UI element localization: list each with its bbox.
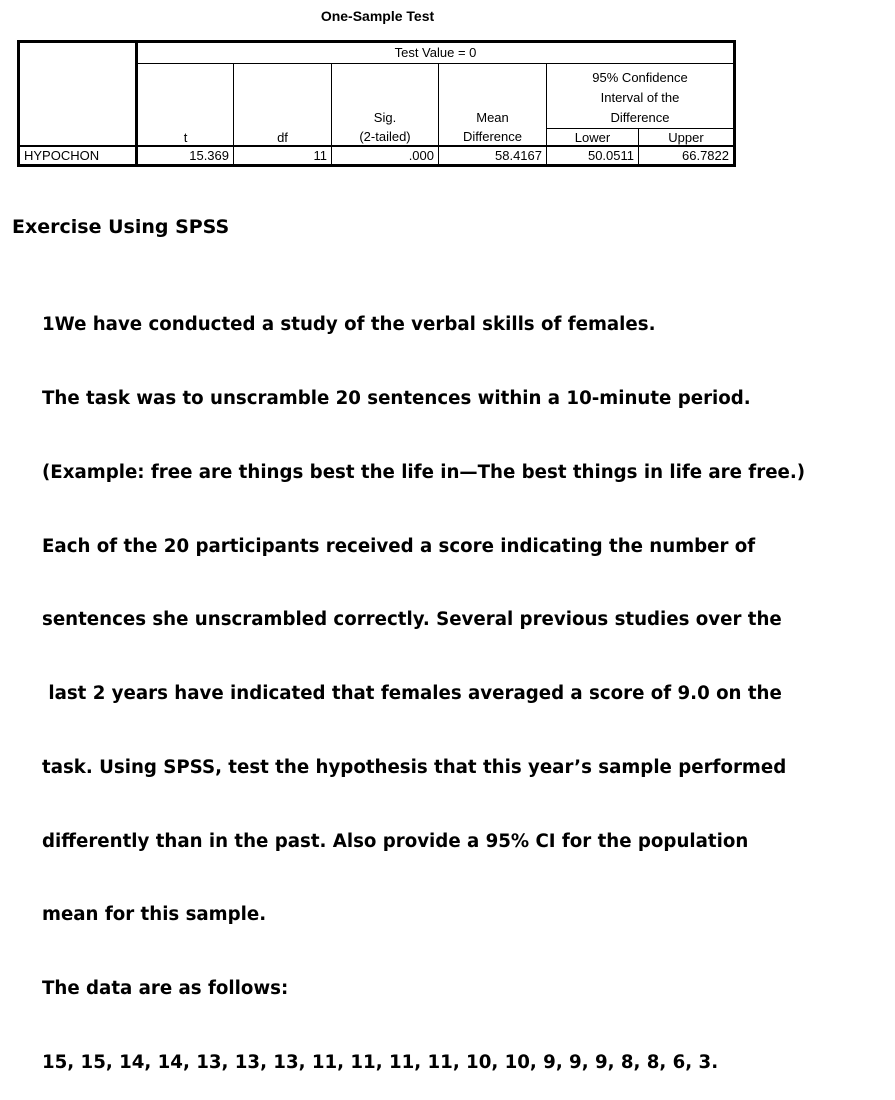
mean-header-line2: Difference [462,129,522,144]
one-sample-test-table [17,40,736,167]
exercise-line: 1We have conducted a study of the verbal skills of females. [42,314,656,336]
row-label: HYPOCHON [19,146,137,166]
sig-value: .000 [332,146,439,166]
df-header: df [234,64,332,147]
exercise-line: (Example: free are things best the life in—The best things in life are free.) [42,461,806,483]
sig-header-line1: Sig. [373,110,397,125]
test-value-header: Test Value = 0 [137,42,735,64]
mean-header-line1: Mean [476,110,509,125]
lower-header: Lower [547,129,639,147]
t-header: t [137,64,234,147]
exercise-line: Each of the 20 participants received a score indicating the number of [42,535,756,557]
ci-header-line2: Interval of the [600,90,680,105]
exercise-line: mean for this sample. [42,904,267,926]
exercise-line: The task was to unscramble 20 sentences within a 10-minute period. [42,387,751,409]
lower-value: 50.0511 [547,146,639,166]
upper-header: Upper [639,129,735,147]
exercise-heading: Exercise Using SPSS [12,216,230,238]
exercise-line: task. Using SPSS, test the hypothesis that this year’s sample performed [42,756,787,778]
exercise-line: last 2 years have indicated that females averaged a score of 9.0 on the [42,683,782,705]
table-title: One-Sample Test [320,8,435,24]
df-value: 11 [234,146,332,166]
confidence-interval-header [547,64,735,129]
exercise-line: The data are as follows: [42,978,289,1000]
upper-value: 66.7822 [639,146,735,166]
mean-difference-value: 58.4167 [439,146,547,166]
exercise-line: sentences she unscrambled correctly. Several previous studies over the [42,609,782,631]
mean-difference-header [439,64,547,147]
sig-header [332,64,439,147]
data-values-line: 15, 15, 14, 14, 13, 13, 13, 11, 11, 11, 11, 10, 10, 9, 9, 9, 8, 8, 6, 3. [42,1052,719,1073]
exercise-line: differently than in the past. Also provide a 95% CI for the population [42,830,749,852]
corner-cell [19,42,137,147]
exercise-body [42,264,892,1100]
sig-header-line2: (2-tailed) [359,129,411,144]
ci-header-line3: Difference [610,110,670,125]
t-value: 15.369 [137,146,234,166]
ci-header-line1: 95% Confidence [592,70,688,85]
